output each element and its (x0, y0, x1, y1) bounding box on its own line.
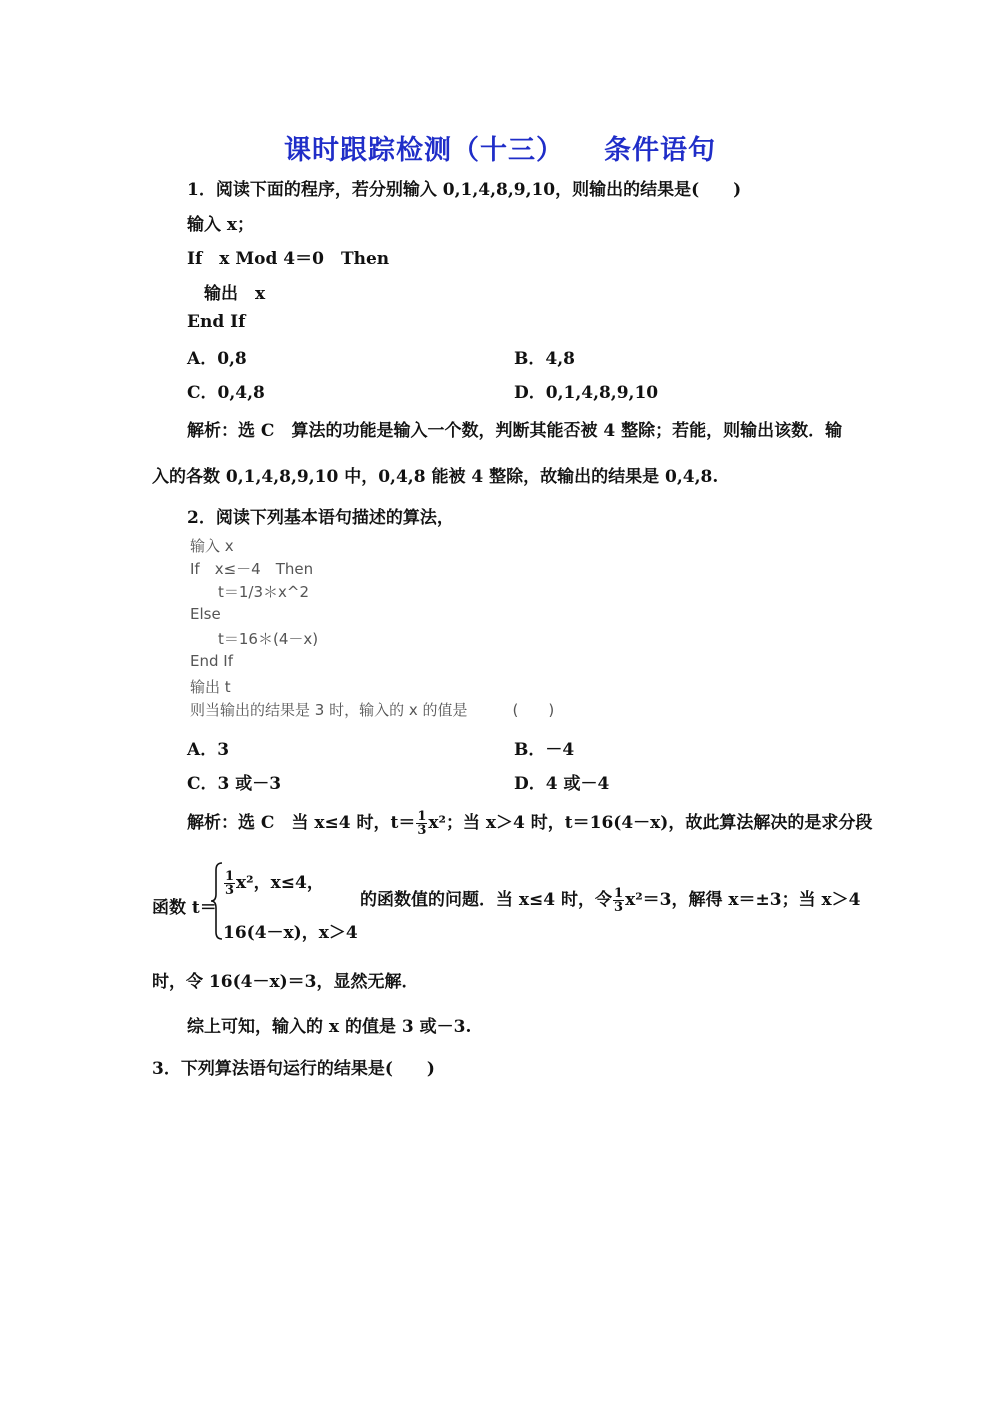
q1-stem: 1．阅读下面的程序，若分别输入 0,1,4,8,9,10，则输出的结果是( ) (187, 180, 742, 200)
case-text: x²，x≤4， (236, 873, 324, 893)
fraction-denominator: 3 (417, 823, 427, 838)
q1-code-line: If x Mod 4＝0 Then (187, 249, 390, 269)
q2-code-line: t＝16＊(4－x) (218, 630, 319, 648)
q2-code-line: If x≤－4 Then (190, 560, 314, 578)
q1-code-line: End If (187, 312, 246, 332)
sol-text: x²；当 x＞4 时，t＝16(4－x)，故此算法解决的是求分段 (428, 813, 873, 833)
q3-stem: 3．下列算法语句运行的结果是( ) (152, 1059, 435, 1079)
fraction-numerator: 1 (614, 886, 624, 901)
fraction (416, 810, 427, 837)
fraction-numerator: 1 (417, 809, 427, 824)
q2-code-line: Else (190, 605, 221, 623)
q2-option-b: B．－4 (514, 740, 575, 760)
q2-code-line: 则当输出的结果是 3 时，输入的 x 的值是 ( ) (190, 701, 555, 719)
q2-option-a: A．3 (187, 740, 230, 760)
piecewise-brace (210, 862, 224, 940)
sol-text: x²＝3，解得 x＝±3；当 x＞4 (625, 890, 861, 910)
q2-solution-line1 (187, 808, 872, 838)
q1-solution: 入的各数 0,1,4,8,9,10 中，0,4,8 能被 4 整除，故输出的结果是 0,4,8. (152, 467, 719, 487)
piecewise-case-2: 16(4－x)，x＞4 (223, 923, 358, 943)
q1-option-d: D．0,1,4,8,9,10 (514, 383, 659, 403)
q2-code-line: t＝1/3＊x^2 (218, 583, 310, 601)
q1-code-line: 输入 x； (187, 215, 255, 235)
fraction-denominator: 3 (225, 883, 235, 898)
title-topic: 条件语句 (604, 135, 716, 166)
sol-text: 的函数值的问题．当 x≤4 时，令 (360, 890, 613, 910)
q1-code-line: 输出 x (204, 284, 266, 304)
piecewise-case-1 (223, 868, 324, 897)
q2-code-line: End If (190, 652, 233, 670)
q2-code-line: 输出 t (190, 678, 231, 696)
q2-stem: 2．阅读下列基本语句描述的算法， (187, 508, 454, 528)
q2-conclusion: 综上可知，输入的 x 的值是 3 或－3. (187, 1017, 472, 1037)
title-main: 课时跟踪检测（十三） (284, 135, 564, 166)
q1-option-c: C．0,4,8 (187, 383, 265, 403)
q2-code-line: 输入 x (190, 537, 234, 555)
sol-text: 解析：选 C 当 (187, 813, 315, 833)
q1-solution: 解析：选 C 算法的功能是输入一个数，判断其能否被 4 整除；若能，则输出该数．输 (187, 421, 843, 441)
q2-option-d: D．4 或－4 (514, 774, 610, 794)
sol-text: x≤4 时，t＝ (314, 813, 416, 833)
q1-option-a: A．0,8 (187, 349, 247, 369)
q2-solution-line2 (360, 885, 861, 915)
fraction-denominator: 3 (614, 900, 624, 915)
fraction (613, 887, 624, 914)
fraction-numerator: 1 (225, 869, 235, 884)
q2-option-c: C．3 或－3 (187, 774, 282, 794)
q2-solution-line3: 时，令 16(4－x)＝3，显然无解． (152, 972, 419, 992)
q2-solution-func-label: 函数 t＝ (152, 898, 217, 918)
fraction (224, 870, 235, 897)
q1-option-b: B．4,8 (514, 349, 575, 369)
page-title (0, 128, 1000, 167)
